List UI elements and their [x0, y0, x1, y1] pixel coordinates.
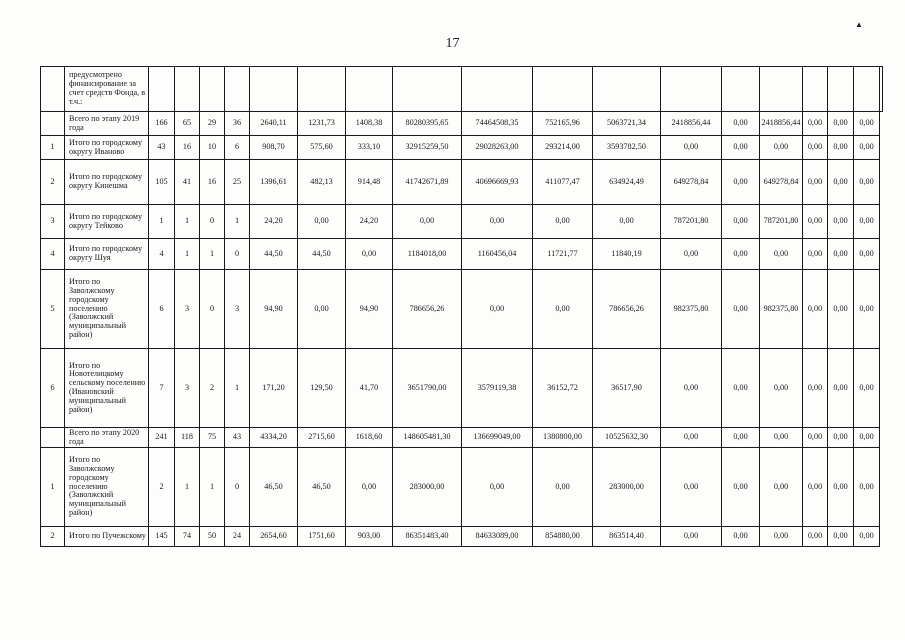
value-cell: 0,00 — [661, 136, 722, 160]
row-number — [41, 112, 65, 136]
value-cell: 0,00 — [661, 428, 722, 448]
value-cell: 1 — [225, 205, 250, 239]
value-cell: 29028263,00 — [462, 136, 533, 160]
value-cell: 2640,11 — [250, 112, 298, 136]
value-cell: 0,00 — [854, 448, 880, 527]
value-cell: 0,00 — [760, 239, 803, 270]
row-name: Итого по Заволжскому городскому поселению (Заволжский муниципальный район) — [65, 448, 149, 527]
value-cell: 903,00 — [346, 527, 393, 547]
corner-mark: ▲ — [855, 20, 863, 29]
row-name: Всего по этапу 2019 года — [65, 112, 149, 136]
value-cell: 0,00 — [661, 527, 722, 547]
row-number: 3 — [41, 205, 65, 239]
value-cell: 0,00 — [533, 448, 593, 527]
table-row — [41, 67, 883, 112]
value-cell: 1 — [149, 205, 175, 239]
value-cell: 0,00 — [803, 448, 828, 527]
value-cell: 29 — [200, 112, 225, 136]
row-name: Итого по городскому округу Шуя — [65, 239, 149, 270]
value-cell: 94,90 — [346, 270, 393, 349]
value-cell: 0,00 — [661, 349, 722, 428]
value-cell: 0,00 — [298, 270, 346, 349]
value-cell: 0,00 — [722, 428, 760, 448]
value-cell: 0,00 — [462, 205, 533, 239]
value-cell: 0,00 — [828, 112, 854, 136]
value-cell: 3 — [225, 270, 250, 349]
value-cell: 854880,00 — [533, 527, 593, 547]
value-cell: 0,00 — [803, 136, 828, 160]
value-cell: 1160456,04 — [462, 239, 533, 270]
table-row — [41, 428, 883, 448]
value-cell: 0,00 — [854, 349, 880, 428]
value-cell: 11840,19 — [593, 239, 661, 270]
value-cell: 0,00 — [803, 205, 828, 239]
value-cell: 148605481,30 — [393, 428, 462, 448]
value-cell: 129,50 — [298, 349, 346, 428]
value-cell: 0,00 — [462, 270, 533, 349]
row-number: 2 — [41, 527, 65, 547]
value-cell: 5063721,34 — [593, 112, 661, 136]
value-cell: 634924,49 — [593, 160, 661, 205]
value-cell: 283000,00 — [393, 448, 462, 527]
value-cell: 145 — [149, 527, 175, 547]
value-cell: 2 — [149, 448, 175, 527]
value-cell: 0,00 — [803, 112, 828, 136]
value-cell: 0,00 — [828, 239, 854, 270]
value-cell: 787201,80 — [661, 205, 722, 239]
table-row — [41, 527, 883, 547]
value-cell: 482,13 — [298, 160, 346, 205]
value-cell: 36517,90 — [593, 349, 661, 428]
value-cell: 44,50 — [298, 239, 346, 270]
value-cell — [661, 67, 722, 112]
value-cell: 0,00 — [854, 136, 880, 160]
value-cell: 94,90 — [250, 270, 298, 349]
value-cell: 0,00 — [828, 160, 854, 205]
value-cell: 1408,38 — [346, 112, 393, 136]
table-row — [41, 448, 883, 527]
value-cell: 0,00 — [828, 428, 854, 448]
value-cell: 105 — [149, 160, 175, 205]
row-name: Всего по этапу 2020 года — [65, 428, 149, 448]
value-cell: 0,00 — [722, 448, 760, 527]
value-cell: 649278,84 — [661, 160, 722, 205]
value-cell: 44,50 — [250, 239, 298, 270]
value-cell: 84633089,00 — [462, 527, 533, 547]
value-cell: 0 — [200, 270, 225, 349]
value-cell: 1 — [200, 239, 225, 270]
value-cell: 0,00 — [854, 160, 880, 205]
value-cell: 0,00 — [828, 270, 854, 349]
value-cell — [722, 67, 760, 112]
value-cell: 0,00 — [803, 349, 828, 428]
value-cell: 36 — [225, 112, 250, 136]
value-cell: 982375,80 — [760, 270, 803, 349]
value-cell: 4 — [149, 239, 175, 270]
row-number: 2 — [41, 160, 65, 205]
value-cell — [175, 67, 200, 112]
value-cell: 0,00 — [722, 527, 760, 547]
value-cell — [828, 67, 854, 112]
value-cell: 0,00 — [722, 160, 760, 205]
value-cell: 0,00 — [760, 527, 803, 547]
value-cell: 0,00 — [593, 205, 661, 239]
table-row — [41, 239, 883, 270]
value-cell: 41742671,89 — [393, 160, 462, 205]
value-cell: 3 — [175, 349, 200, 428]
value-cell — [346, 67, 393, 112]
row-name: Итого по Заволжскому городскому поселению (Заволжский муниципальный район) — [65, 270, 149, 349]
value-cell: 0 — [225, 448, 250, 527]
value-cell: 0 — [225, 239, 250, 270]
value-cell: 0,00 — [760, 428, 803, 448]
value-cell: 863514,40 — [593, 527, 661, 547]
value-cell: 0,00 — [722, 349, 760, 428]
value-cell: 0,00 — [760, 136, 803, 160]
value-cell: 0,00 — [462, 448, 533, 527]
value-cell: 2 — [200, 349, 225, 428]
value-cell: 1380800,00 — [533, 428, 593, 448]
value-cell: 1 — [175, 205, 200, 239]
value-cell: 6 — [149, 270, 175, 349]
value-cell: 0,00 — [854, 239, 880, 270]
value-cell: 3579119,38 — [462, 349, 533, 428]
value-cell: 1 — [225, 349, 250, 428]
value-cell: 0,00 — [533, 205, 593, 239]
value-cell — [803, 67, 828, 112]
value-cell: 2418856,44 — [760, 112, 803, 136]
value-cell: 46,50 — [250, 448, 298, 527]
table-row — [41, 270, 883, 349]
value-cell: 241 — [149, 428, 175, 448]
value-cell: 4334,20 — [250, 428, 298, 448]
value-cell: 1231,73 — [298, 112, 346, 136]
value-cell — [200, 67, 225, 112]
value-cell — [393, 67, 462, 112]
value-cell: 0,00 — [722, 205, 760, 239]
value-cell: 0,00 — [803, 270, 828, 349]
value-cell: 166 — [149, 112, 175, 136]
row-name: Итого по Пучежскому — [65, 527, 149, 547]
row-name: предусмотрено финансирование за счет средств Фонда, в т.ч.: — [65, 67, 149, 112]
page-number: 17 — [445, 36, 460, 51]
value-cell: 40696669,93 — [462, 160, 533, 205]
value-cell: 80280395,65 — [393, 112, 462, 136]
value-cell: 1184018,00 — [393, 239, 462, 270]
table-row — [41, 205, 883, 239]
value-cell: 0,00 — [828, 136, 854, 160]
value-cell: 786656,26 — [593, 270, 661, 349]
value-cell: 0,00 — [803, 239, 828, 270]
value-cell: 0,00 — [828, 349, 854, 428]
value-cell: 0,00 — [722, 112, 760, 136]
value-cell: 649278,84 — [760, 160, 803, 205]
value-cell: 283000,00 — [593, 448, 661, 527]
value-cell: 24,20 — [346, 205, 393, 239]
value-cell: 914,48 — [346, 160, 393, 205]
housing-program-table — [40, 66, 883, 547]
value-cell: 36152,72 — [533, 349, 593, 428]
value-cell: 0,00 — [346, 448, 393, 527]
value-cell: 24,20 — [250, 205, 298, 239]
value-cell — [880, 67, 883, 112]
value-cell: 10 — [200, 136, 225, 160]
value-cell: 0,00 — [828, 205, 854, 239]
table-row — [41, 160, 883, 205]
value-cell — [250, 67, 298, 112]
table-row — [41, 349, 883, 428]
value-cell: 3 — [175, 270, 200, 349]
value-cell: 0,00 — [854, 270, 880, 349]
value-cell: 333,10 — [346, 136, 393, 160]
row-number: 1 — [41, 136, 65, 160]
value-cell: 0,00 — [722, 239, 760, 270]
table-row — [41, 136, 883, 160]
value-cell: 0,00 — [533, 270, 593, 349]
value-cell: 43 — [149, 136, 175, 160]
value-cell: 1 — [200, 448, 225, 527]
value-cell: 0,00 — [393, 205, 462, 239]
value-cell: 1 — [175, 448, 200, 527]
value-cell: 6 — [225, 136, 250, 160]
value-cell: 2654,60 — [250, 527, 298, 547]
value-cell: 0 — [200, 205, 225, 239]
value-cell: 0,00 — [854, 205, 880, 239]
row-number: 6 — [41, 349, 65, 428]
value-cell: 0,00 — [661, 448, 722, 527]
value-cell: 0,00 — [803, 428, 828, 448]
value-cell: 75 — [200, 428, 225, 448]
value-cell: 74464508,35 — [462, 112, 533, 136]
row-number — [41, 67, 65, 112]
value-cell: 41 — [175, 160, 200, 205]
value-cell: 46,50 — [298, 448, 346, 527]
value-cell: 24 — [225, 527, 250, 547]
row-name: Итого по городскому округу Тейково — [65, 205, 149, 239]
row-number: 5 — [41, 270, 65, 349]
value-cell: 787201,80 — [760, 205, 803, 239]
value-cell: 2715,60 — [298, 428, 346, 448]
value-cell: 908,70 — [250, 136, 298, 160]
value-cell: 1 — [175, 239, 200, 270]
row-number: 1 — [41, 448, 65, 527]
value-cell — [225, 67, 250, 112]
value-cell: 0,00 — [298, 205, 346, 239]
value-cell — [462, 67, 533, 112]
value-cell: 41,70 — [346, 349, 393, 428]
value-cell: 65 — [175, 112, 200, 136]
value-cell: 0,00 — [828, 448, 854, 527]
value-cell: 7 — [149, 349, 175, 428]
value-cell: 136699049,00 — [462, 428, 533, 448]
value-cell: 752165,96 — [533, 112, 593, 136]
value-cell: 0,00 — [854, 112, 880, 136]
value-cell: 43 — [225, 428, 250, 448]
value-cell: 0,00 — [854, 527, 880, 547]
value-cell: 86351483,40 — [393, 527, 462, 547]
value-cell: 32915259,50 — [393, 136, 462, 160]
value-cell: 16 — [200, 160, 225, 205]
value-cell: 3593782,50 — [593, 136, 661, 160]
value-cell — [854, 67, 880, 112]
value-cell: 411077,47 — [533, 160, 593, 205]
value-cell — [298, 67, 346, 112]
value-cell: 0,00 — [760, 448, 803, 527]
value-cell: 118 — [175, 428, 200, 448]
value-cell: 16 — [175, 136, 200, 160]
value-cell: 0,00 — [760, 349, 803, 428]
value-cell — [760, 67, 803, 112]
value-cell: 0,00 — [661, 239, 722, 270]
value-cell: 50 — [200, 527, 225, 547]
value-cell — [533, 67, 593, 112]
row-name: Итого по Новотелицкому сельскому поселению (Ивановский муниципальный район) — [65, 349, 149, 428]
value-cell: 1396,61 — [250, 160, 298, 205]
value-cell: 0,00 — [854, 428, 880, 448]
value-cell: 10525632,30 — [593, 428, 661, 448]
value-cell: 1751,60 — [298, 527, 346, 547]
value-cell: 575,60 — [298, 136, 346, 160]
value-cell: 293214,00 — [533, 136, 593, 160]
row-name: Итого по городскому округу Иваново — [65, 136, 149, 160]
value-cell: 0,00 — [803, 527, 828, 547]
value-cell — [149, 67, 175, 112]
value-cell: 0,00 — [803, 160, 828, 205]
value-cell: 0,00 — [828, 527, 854, 547]
table-row — [41, 112, 883, 136]
row-number: 4 — [41, 239, 65, 270]
value-cell: 2418856,44 — [661, 112, 722, 136]
value-cell: 171,20 — [250, 349, 298, 428]
value-cell: 786656,26 — [393, 270, 462, 349]
value-cell: 25 — [225, 160, 250, 205]
value-cell: 3651790,00 — [393, 349, 462, 428]
value-cell: 0,00 — [346, 239, 393, 270]
value-cell: 74 — [175, 527, 200, 547]
value-cell: 982375,80 — [661, 270, 722, 349]
value-cell: 0,00 — [722, 270, 760, 349]
value-cell — [593, 67, 661, 112]
value-cell: 11721,77 — [533, 239, 593, 270]
row-number — [41, 428, 65, 448]
value-cell: 0,00 — [722, 136, 760, 160]
row-name: Итого по городскому округу Кинешма — [65, 160, 149, 205]
value-cell: 1618,60 — [346, 428, 393, 448]
